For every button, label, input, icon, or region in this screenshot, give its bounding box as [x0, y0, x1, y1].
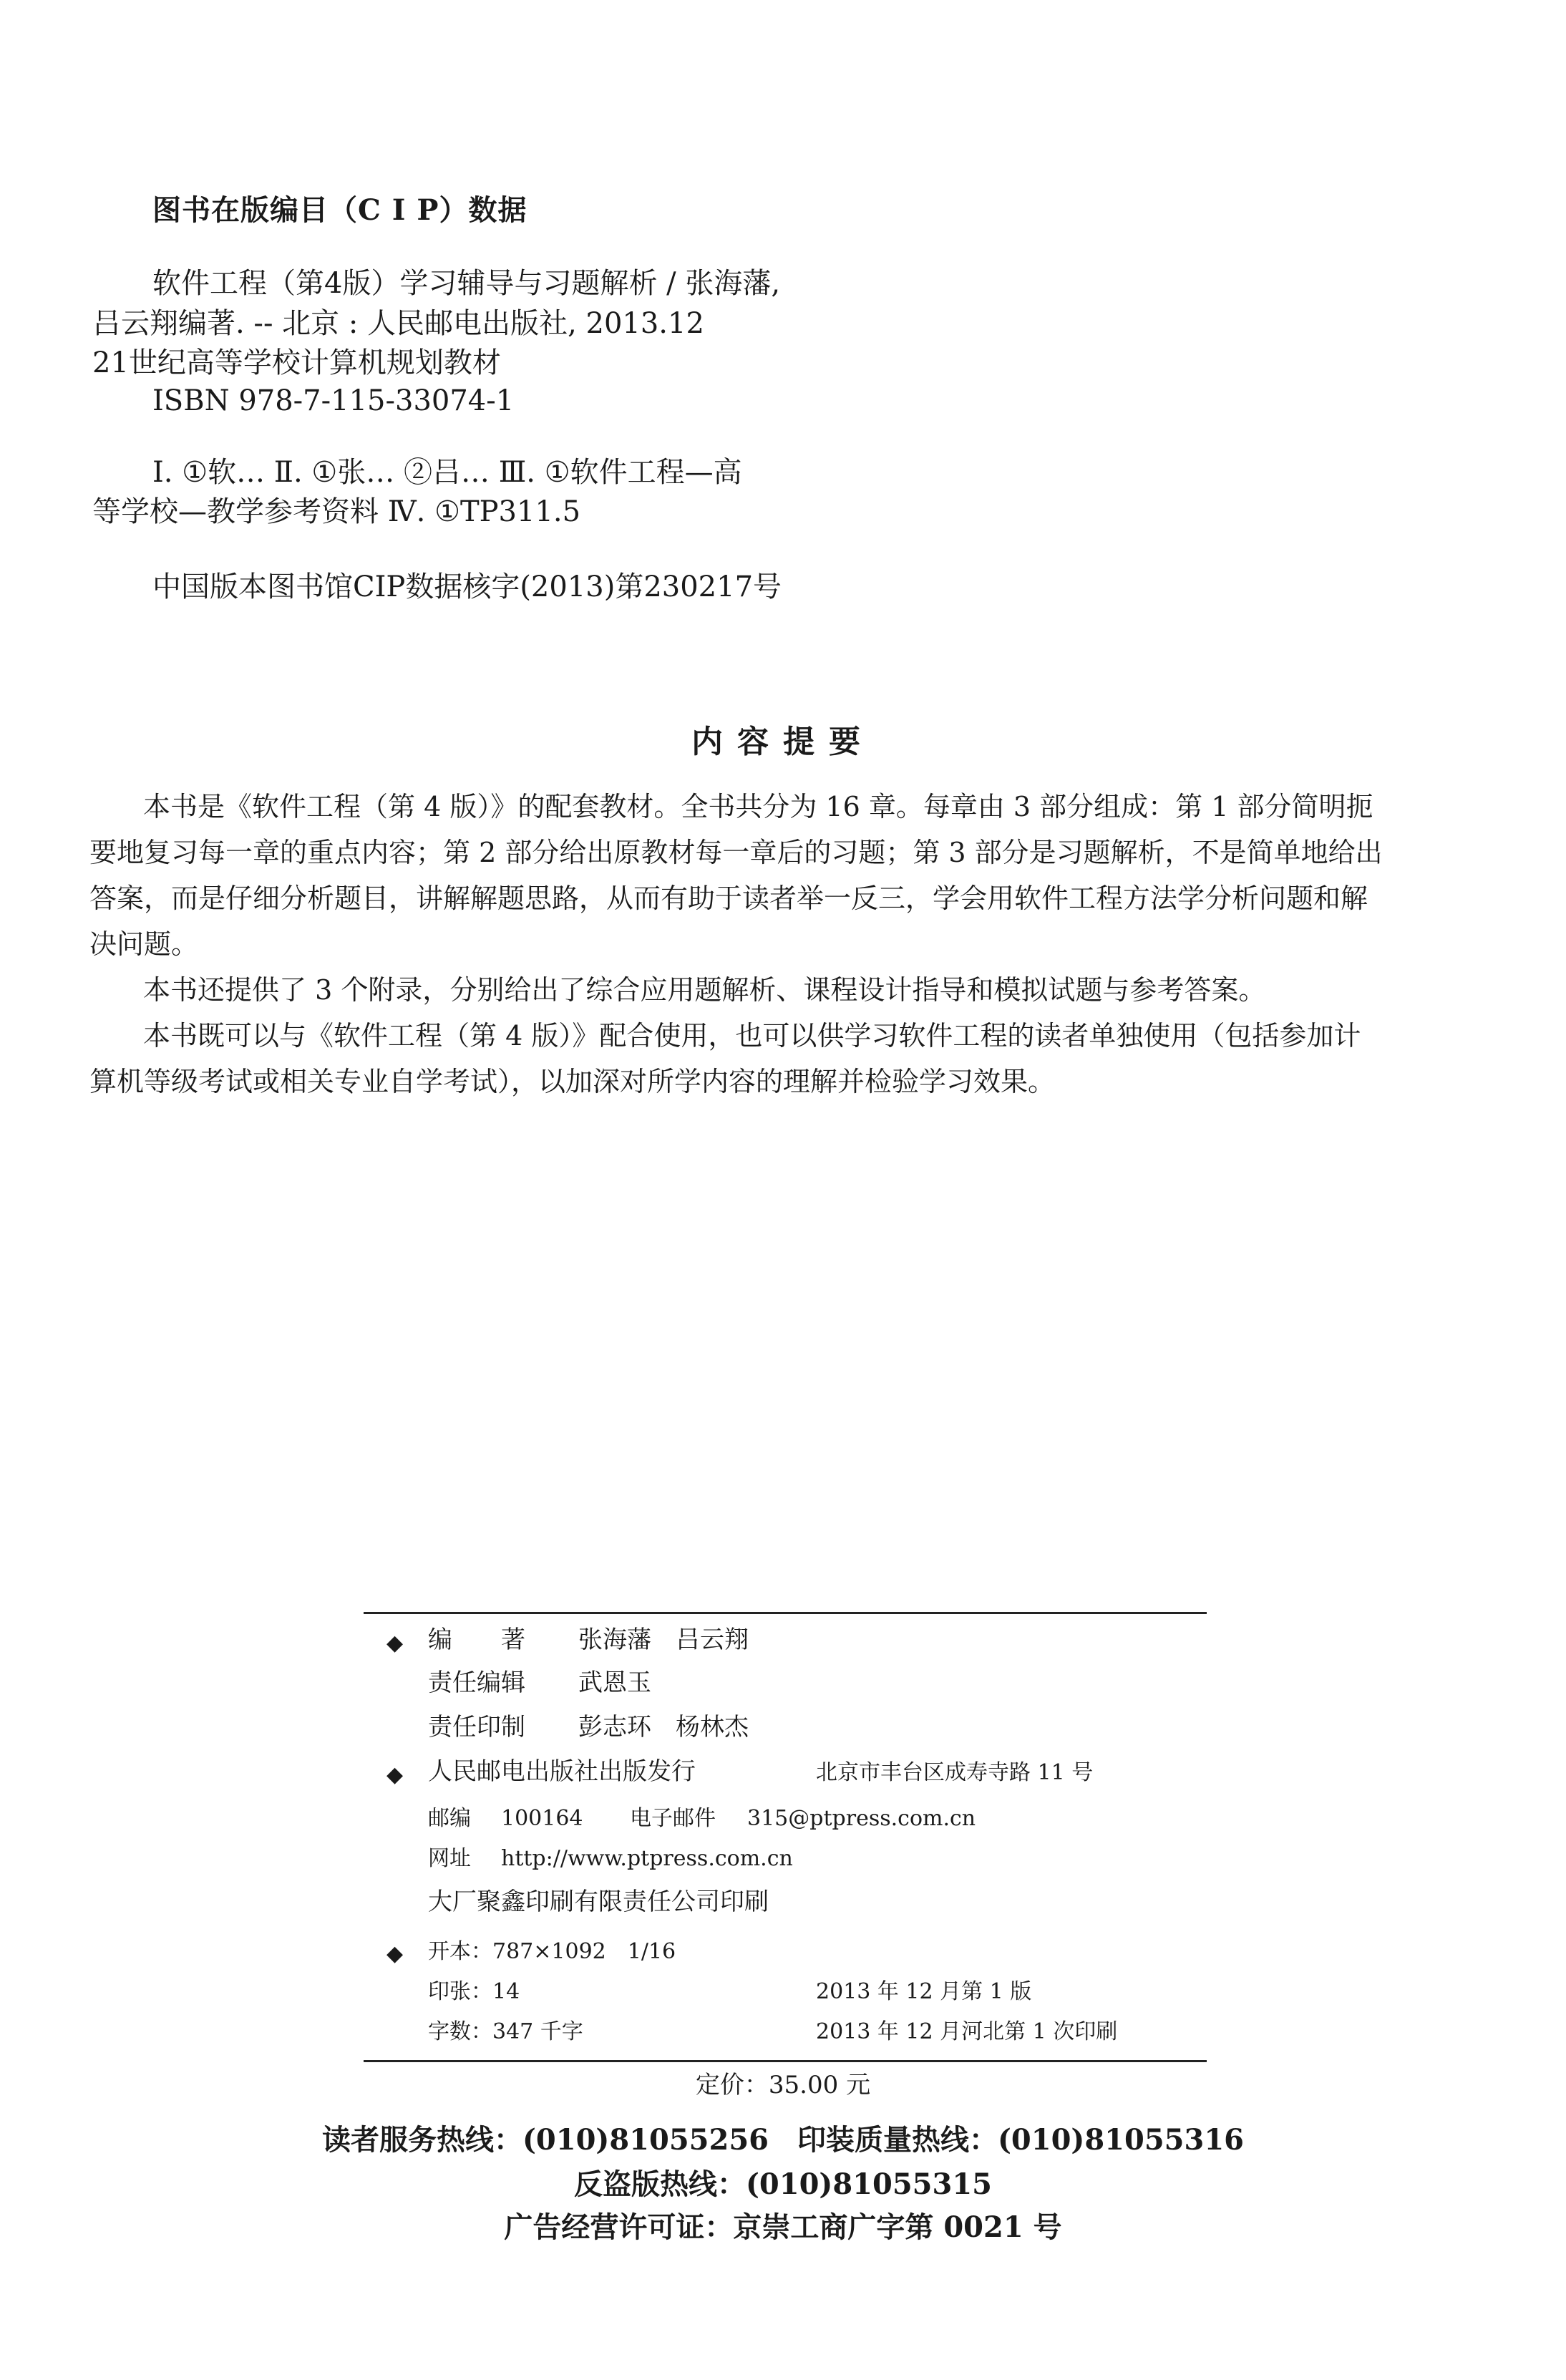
bullet-diamond-icon: ◆: [386, 1762, 404, 1787]
summary-p1-line3: 答案，而是仔细分析题目，讲解解题思路，从而有助于读者举一反三，学会用软件工程方法学分析问题和解: [89, 883, 1368, 914]
authors: 张海藩 吕云翔: [578, 1626, 749, 1654]
postcode: 100164: [501, 1806, 583, 1831]
cip-line-title: 软件工程（第4版）学习辅导与习题解析 / 张海藩,: [152, 267, 781, 300]
cip-line-classification: 等学校—教学参考资料 Ⅳ. ①TP311.5: [92, 495, 581, 528]
printed-sheets: 印张：14: [428, 1979, 520, 2004]
imprint-bottom-rule: [364, 2060, 1207, 2062]
cip-line-isbn: ISBN 978-7-115-33074-1: [152, 384, 515, 417]
postcode-label: 邮编: [428, 1806, 471, 1831]
editor-label: 责任编辑: [428, 1669, 525, 1697]
website: http://www.ptpress.com.cn: [501, 1846, 793, 1871]
publisher-address: 北京市丰台区成寿寺路 11 号: [816, 1760, 1094, 1785]
email: 315@ptpress.com.cn: [747, 1806, 976, 1831]
authors-label: 编 著: [428, 1626, 525, 1654]
cip-line-subject: Ⅰ. ①软… Ⅱ. ①张… ②吕… Ⅲ. ①软件工程—高: [152, 456, 742, 489]
website-label: 网址: [428, 1846, 471, 1871]
summary-p1-line4: 决问题。: [89, 928, 199, 960]
cip-line-cip-number: 中国版本图书馆CIP数据核字(2013)第230217号: [152, 570, 782, 603]
printing-run: 2013 年 12 月河北第 1 次印刷: [816, 2019, 1118, 2044]
summary-title: 内容提要: [691, 724, 875, 760]
word-count: 字数：347 千字: [428, 2019, 583, 2044]
advertising-license: 广告经营许可证：京崇工商广字第 0021 号: [504, 2210, 1062, 2244]
price: 定价：35.00 元: [695, 2071, 871, 2099]
print-managers: 彭志环 杨林杰: [578, 1713, 749, 1742]
cip-line-publisher: 吕云翔编著. -- 北京 : 人民邮电出版社, 2013.12: [92, 307, 704, 340]
editor: 武恩玉: [578, 1669, 651, 1697]
bullet-diamond-icon: ◆: [386, 1941, 404, 1966]
imprint-top-rule: [364, 1612, 1207, 1614]
cip-line-series: 21世纪高等学校计算机规划教材: [92, 346, 501, 379]
publisher: 人民邮电出版社出版发行: [428, 1757, 696, 1786]
book-format: 开本：787×1092 1/16: [428, 1939, 676, 1964]
bullet-diamond-icon: ◆: [386, 1631, 404, 1656]
hotline-anti-piracy: 反盗版热线：(010)81055315: [573, 2167, 992, 2201]
email-label: 电子邮件: [630, 1806, 716, 1831]
summary-p3-line2: 算机等级考试或相关专业自学考试），以加深对所学内容的理解并检验学习效果。: [89, 1066, 1056, 1097]
summary-p3-line1: 本书既可以与《软件工程（第 4 版）》配合使用，也可以供学习软件工程的读者单独使用（包括参加计: [143, 1020, 1361, 1051]
summary-p1-line2: 要地复习每一章的重点内容；第 2 部分给出原教材每一章后的习题；第 3 部分是习题解析，不是简单地给出: [89, 837, 1383, 868]
cip-title: 图书在版编目（C I P）数据: [152, 193, 527, 227]
print-manager-label: 责任印制: [428, 1713, 525, 1742]
hotline-service-quality: 读者服务热线：(010)81055256 印装质量热线：(010)81055316: [321, 2123, 1244, 2157]
summary-p1-line1: 本书是《软件工程（第 4 版）》的配套教材。全书共分为 16 章。每章由 3 部分组成：第 1 部分简明扼: [143, 791, 1373, 822]
summary-p2-line1: 本书还提供了 3 个附录，分别给出了综合应用题解析、课程设计指导和模拟试题与参考答案。: [143, 974, 1266, 1006]
edition: 2013 年 12 月第 1 版: [816, 1979, 1032, 2004]
printing-company: 大厂聚鑫印刷有限责任公司印刷: [428, 1888, 769, 1916]
